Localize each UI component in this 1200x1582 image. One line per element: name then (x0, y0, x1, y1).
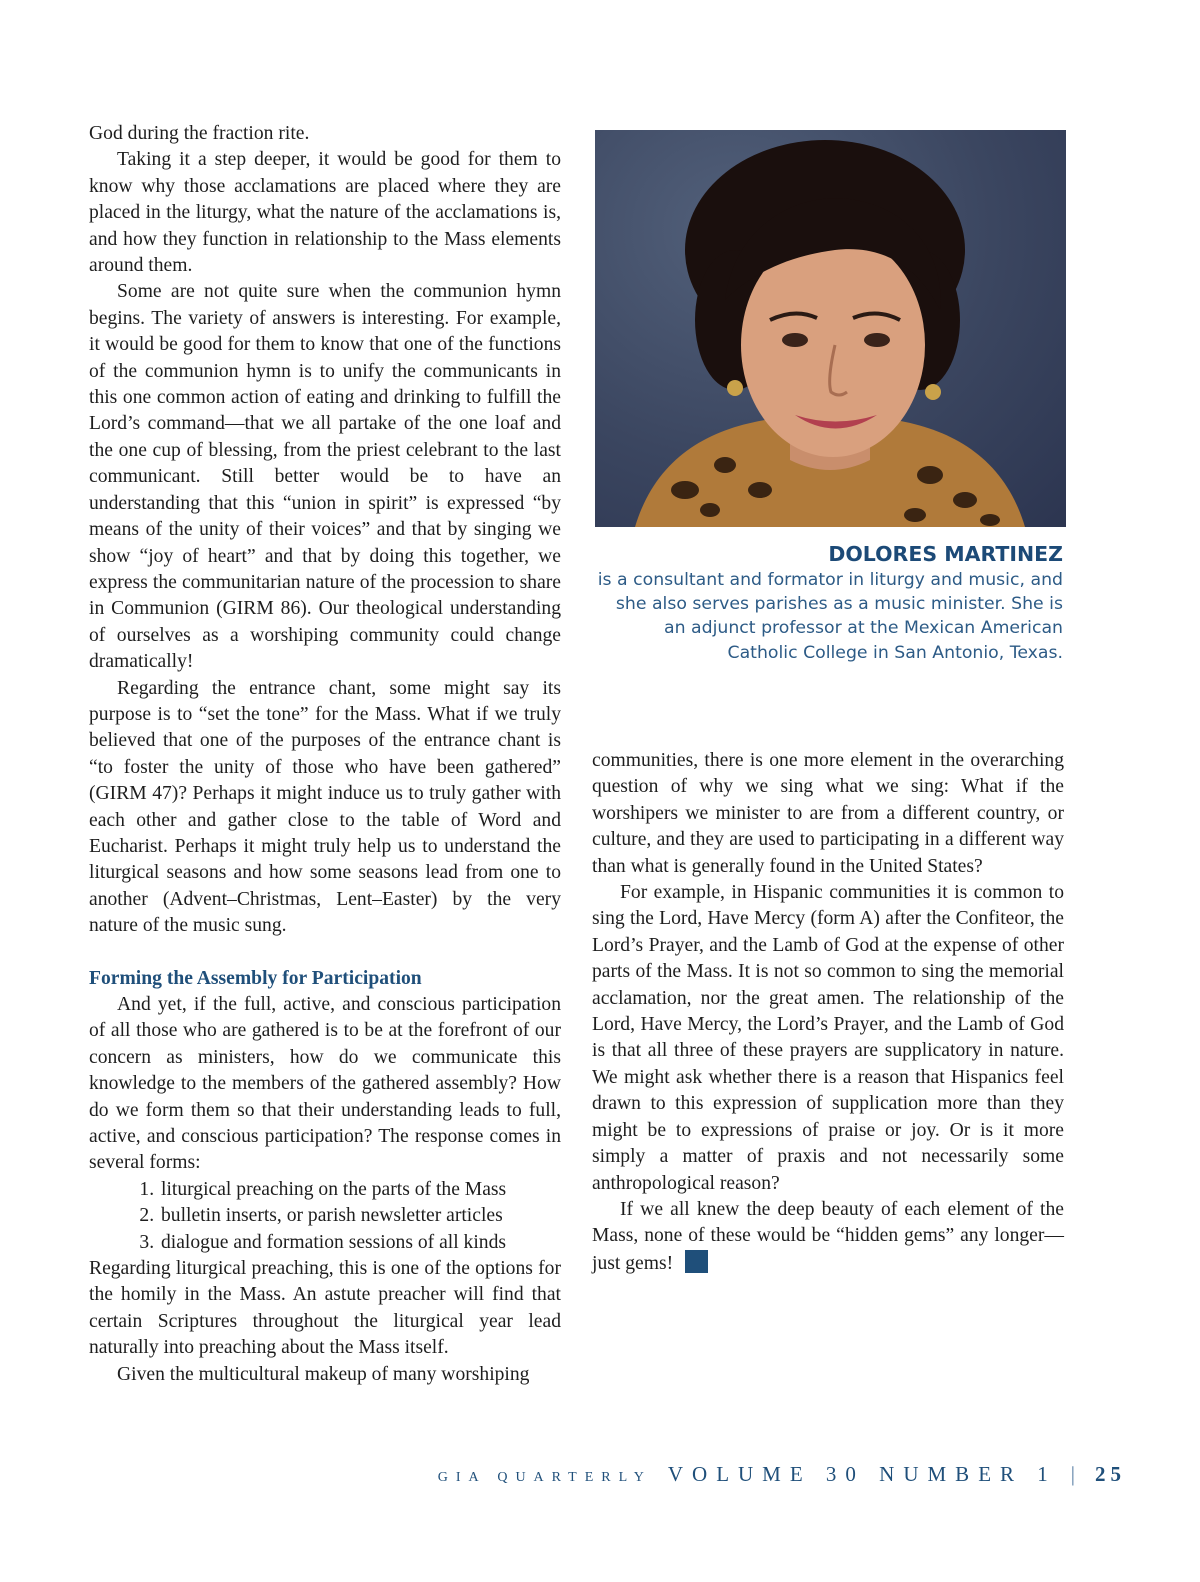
paragraph: Taking it a step deeper, it would be good for them to know why those acclamations are placed where they are placed in the liturgy, what the nature of the acclamations is, and how they function in relationship to the Mass elements around them. (89, 149, 561, 277)
paragraph: Some are not quite sure when the communion hymn begins. The variety of answers is interesting. For example, it would be good for them to know that one of the functions of the communion hymn is to unify the communicants in this one common action of eating and drinking to fulfill the Lord’s command—that we all partake of the one loaf and the one cup of blessing, from the priest celebrant to the last communicant. Still better would be to have an understanding that this “union in spirit” is expressed “by means of the unity of their voices” and that by singing we show “joy of heart” and that by doing this together, we express the communitarian nature of the procession to share in Communion (GIRM 86). Our theological understanding of ourselves as a worshiping community could change dramatically! (89, 281, 561, 673)
page-number: 25 (1095, 1462, 1126, 1486)
left-column (89, 121, 561, 1388)
paragraph (592, 1197, 1064, 1277)
page-footer (438, 1462, 1126, 1487)
paragraph: Regarding the entrance chant, some might say its purpose is to “set the tone” for the Mass. What if we truly believed that one of the purposes of the entrance chant is “to foster the unity of those who have been gathered” (GIRM 47)? Perhaps it might induce us to truly gather with each other and gather close to the table of Word and Eucharist. Perhaps it might truly help us to understand the liturgical seasons and how some seasons lead from one to another (Advent–Christmas, Lent–Easter) by the very nature of the music sung. (89, 677, 561, 937)
end-mark-square-icon (685, 1250, 708, 1273)
volume-number: VOLUME 30 NUMBER 1 (667, 1462, 1057, 1486)
author-bio: is a consultant and formator in liturgy and music, and she also serves parishes as a music minister. She is an adjunct professor at the Mexican American Catholic College in San Antonio, Texas. (597, 570, 1063, 663)
paragraph: Regarding liturgical preaching, this is one of the options for the homily in the Mass. An astute preacher will find that certain Scriptures throughout the liturgical year lead naturally into preaching about the Mass itself. (89, 1258, 561, 1359)
list-item: 1. liturgical preaching on the parts of the Mass (159, 1177, 561, 1203)
closing-sentence: If we all knew the deep beauty of each element of the Mass, none of these would be “hidden gems” any longer—just gems! (592, 1198, 1064, 1274)
paragraph: For example, in Hispanic communities it is common to sing the Lord, Have Mercy (form A) after the Confiteor, the Lord’s Prayer, and the Lamb of God at the expense of other parts of the Mass. It is not so common to sing the memorial acclamation, nor the great amen. The relationship of the Lord, Have Mercy, the Lord’s Prayer, and the Lamb of God is that all three of these prayers are supplicatory in nature. We might ask whether there is a reason that Hispanics feel drawn to this expression of supplication more than they might be to expressions of praise or joy. Or is it more simply a matter of praxis and not necessarily some anthropological reason? (592, 882, 1064, 1194)
author-bio-caption (590, 540, 1063, 665)
portrait-illustration (595, 130, 1066, 527)
paragraph: communities, there is one more element in the overarching question of why we sing what we sing: What if the worshipers we minister to are from a different country, or culture, and they are used to participating in a different way than what is generally found in the United States? (592, 750, 1064, 877)
author-portrait-photo (595, 130, 1066, 527)
right-column (592, 748, 1064, 1277)
list-item: 3. dialogue and formation sessions of all kinds (159, 1230, 561, 1256)
paragraph: God during the fraction rite. (89, 123, 310, 144)
author-name: DOLORES MARTINEZ (828, 542, 1063, 566)
section-heading: Forming the Assembly for Participation (89, 967, 422, 989)
paragraph: Given the multicultural makeup of many worshiping (117, 1363, 530, 1385)
paragraph: And yet, if the full, active, and conscious participation of all those who are gathered is to be at the forefront of our concern as ministers, how do we communicate this knowledge to the members of the gathered assembly? How do we form them so that their understanding leads to full, active, and conscious participation? The response comes in several forms: (89, 994, 561, 1174)
numbered-list (89, 1177, 561, 1256)
list-item: 2. bulletin inserts, or parish newsletter articles (159, 1203, 561, 1229)
footer-separator: | (1070, 1462, 1075, 1486)
publication-name: GIA QUARTERLY (437, 1470, 652, 1485)
